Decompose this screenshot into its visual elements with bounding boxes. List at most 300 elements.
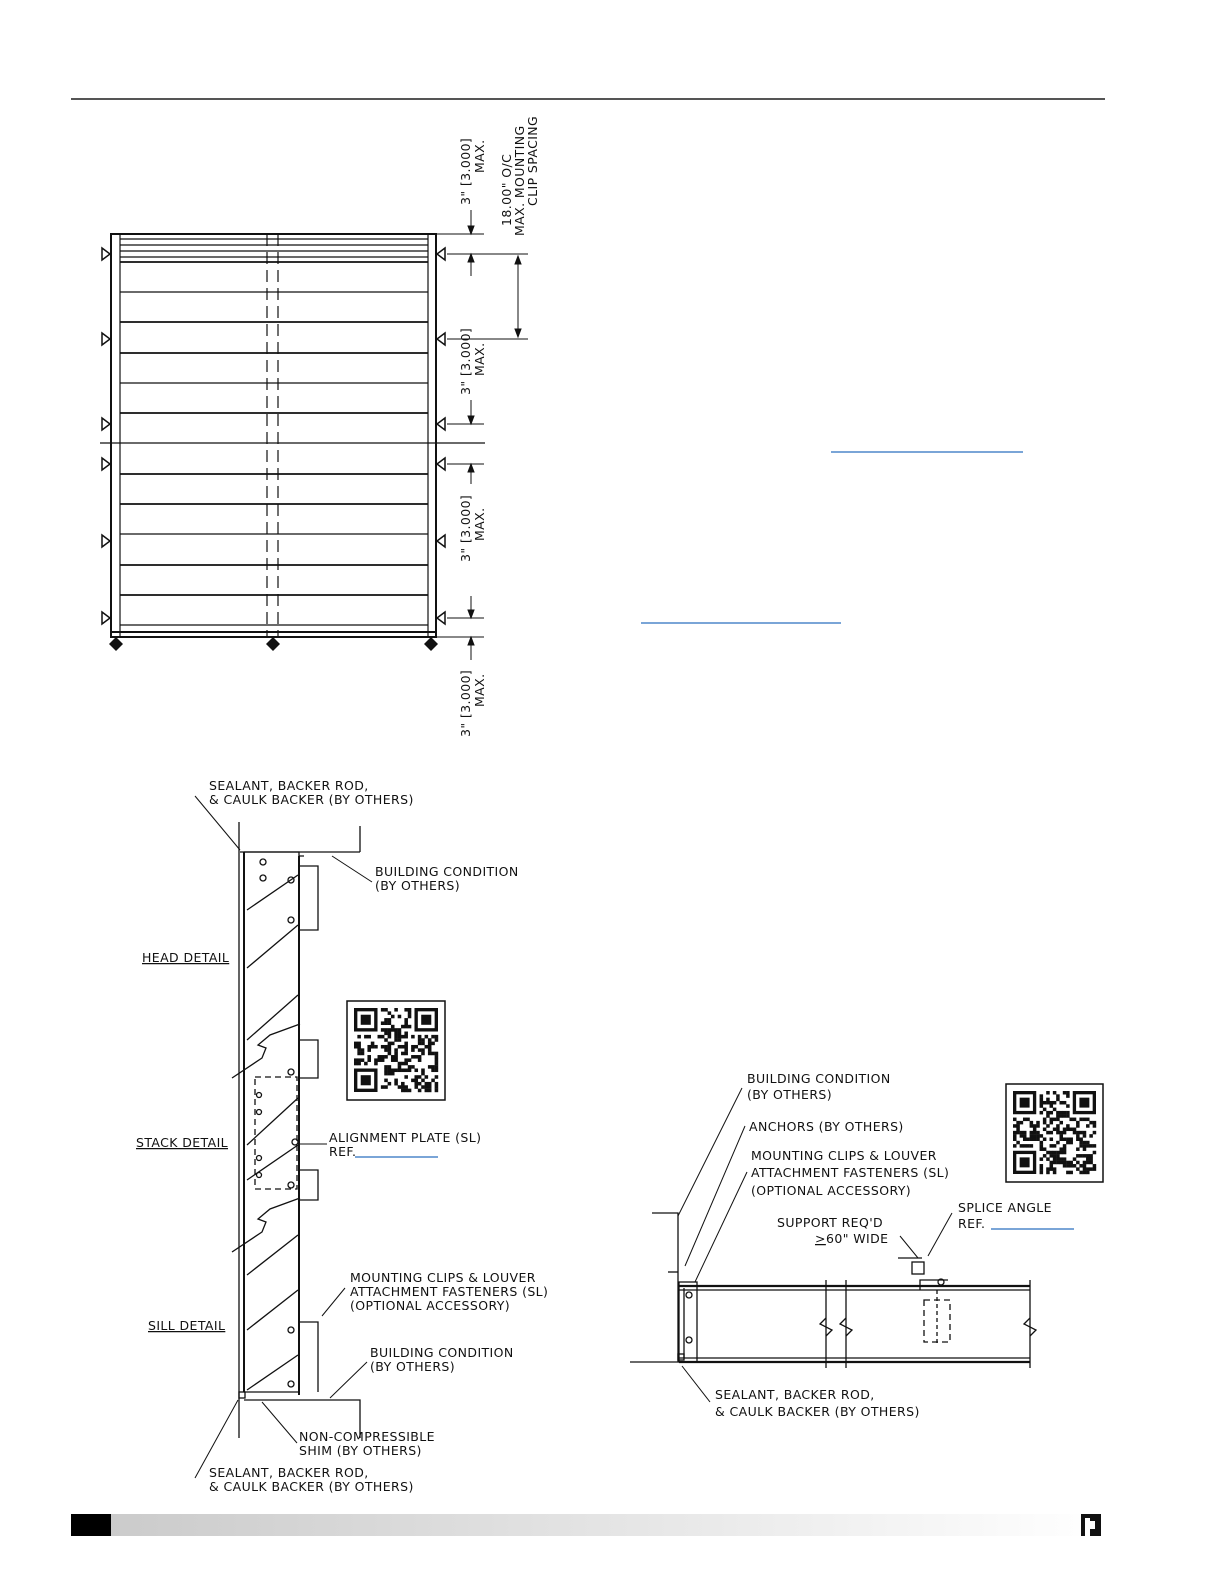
- qr-module: [1063, 1147, 1067, 1151]
- qr-module: [388, 1045, 392, 1049]
- qr-module: [1079, 1131, 1083, 1135]
- qr-module: [1073, 1118, 1077, 1122]
- qr-module: [404, 1032, 408, 1036]
- qr-module: [421, 1052, 425, 1056]
- mounting-clips-label-3: (OPTIONAL ACCESSORY): [350, 1298, 511, 1313]
- qr-module: [428, 1065, 432, 1069]
- qr-module: [1076, 1137, 1080, 1141]
- qr-module: [391, 1042, 395, 1046]
- qr-module: [1086, 1118, 1090, 1122]
- qr-module: [354, 1045, 358, 1049]
- qr-module: [1063, 1111, 1067, 1115]
- qr-module: [384, 1028, 388, 1032]
- qr-module: [435, 1075, 439, 1079]
- qr-module: [1056, 1131, 1060, 1135]
- qr-module: [401, 1052, 405, 1056]
- qr-module: [1016, 1131, 1020, 1135]
- qr-module: [408, 1015, 412, 1019]
- qr-code-2[interactable]: [1006, 1084, 1103, 1182]
- qr-module: [404, 1085, 408, 1089]
- qr-module: [1043, 1147, 1047, 1151]
- qr-module: [1076, 1167, 1080, 1171]
- qr-module: [394, 1008, 398, 1012]
- qr-module: [1093, 1121, 1097, 1125]
- qr-module: [1063, 1157, 1067, 1161]
- qr-module: [381, 1085, 385, 1089]
- qr-module: [418, 1038, 422, 1042]
- qr-module: [1073, 1157, 1077, 1161]
- qr-module: [364, 1035, 368, 1039]
- qr-module: [1050, 1131, 1054, 1135]
- qr-module: [1040, 1171, 1044, 1175]
- qr-module: [381, 1058, 385, 1062]
- qr-module: [374, 1062, 378, 1066]
- qr-module: [391, 1055, 395, 1059]
- qr-module: [388, 1035, 392, 1039]
- qr-module: [357, 1045, 361, 1049]
- qr-module: [1079, 1164, 1083, 1168]
- qr-module: [1059, 1111, 1063, 1115]
- qr-module: [1030, 1134, 1034, 1138]
- qr-module: [1056, 1124, 1060, 1128]
- qr-module: [1050, 1164, 1054, 1168]
- qr-module: [398, 1038, 402, 1042]
- qr-module: [421, 1042, 425, 1046]
- mounting-clips-label-1: MOUNTING CLIPS & LOUVER: [350, 1270, 536, 1285]
- qr-module: [378, 1058, 382, 1062]
- clip-spacing-line2: MAX. MOUNTING: [512, 125, 527, 236]
- qr-module: [357, 1058, 361, 1062]
- qr-finder: [421, 1015, 431, 1025]
- qr-module: [1056, 1128, 1060, 1132]
- plan-mounting-label-2: ATTACHMENT FASTENERS (SL): [751, 1165, 950, 1180]
- qr-module: [431, 1052, 435, 1056]
- qr-module: [1043, 1108, 1047, 1112]
- qr-module: [1036, 1137, 1040, 1141]
- qr-module: [408, 1089, 412, 1093]
- alignment-ref-label: REF.: [329, 1144, 357, 1159]
- qr-module: [404, 1018, 408, 1022]
- qr-module: [378, 1035, 382, 1039]
- qr-module: [1023, 1134, 1027, 1138]
- qr-module: [418, 1035, 422, 1039]
- qr-module: [1023, 1131, 1027, 1135]
- qr-code-1[interactable]: [347, 1001, 445, 1100]
- qr-module: [1020, 1131, 1024, 1135]
- qr-module: [428, 1038, 432, 1042]
- qr-module: [1093, 1131, 1097, 1135]
- qr-module: [1050, 1154, 1054, 1158]
- qr-module: [388, 1018, 392, 1022]
- qr-module: [414, 1085, 418, 1089]
- qr-module: [1033, 1134, 1037, 1138]
- qr-module: [421, 1048, 425, 1052]
- dim-text-3: 3" [3.000]: [458, 494, 473, 562]
- qr-module: [364, 1062, 368, 1066]
- qr-module: [1026, 1118, 1030, 1122]
- qr-module: [1089, 1157, 1093, 1161]
- dim-max-2: MAX.: [472, 342, 487, 376]
- qr-module: [1053, 1144, 1057, 1148]
- qr-module: [1083, 1144, 1087, 1148]
- stack-detail-label: STACK DETAIL: [136, 1135, 229, 1150]
- qr-module: [1059, 1101, 1063, 1105]
- qr-module: [1040, 1147, 1044, 1151]
- qr-module: [1063, 1131, 1067, 1135]
- qr-module: [404, 1058, 408, 1062]
- qr-module: [421, 1038, 425, 1042]
- qr-module: [1026, 1144, 1030, 1148]
- qr-module: [398, 1035, 402, 1039]
- plan-sealant-label-1: SEALANT, BACKER ROD,: [715, 1387, 875, 1402]
- qr-module: [394, 1055, 398, 1059]
- qr-module: [1013, 1137, 1017, 1141]
- qr-module: [398, 1085, 402, 1089]
- qr-module: [401, 1025, 405, 1029]
- qr-module: [384, 1072, 388, 1076]
- qr-module: [1069, 1164, 1073, 1168]
- qr-module: [1036, 1124, 1040, 1128]
- qr-module: [1046, 1111, 1050, 1115]
- qr-module: [1063, 1151, 1067, 1155]
- qr-module: [431, 1042, 435, 1046]
- qr-module: [378, 1055, 382, 1059]
- qr-module: [391, 1028, 395, 1032]
- qr-module: [1043, 1128, 1047, 1132]
- qr-module: [401, 1062, 405, 1066]
- qr-module: [1050, 1121, 1054, 1125]
- qr-module: [357, 1042, 361, 1046]
- clip-spacing-line1: 18.00" O/C: [499, 153, 514, 226]
- qr-module: [381, 1045, 385, 1049]
- dim-max-4: MAX.: [472, 673, 487, 707]
- building-top-label-2: (BY OTHERS): [375, 878, 461, 893]
- qr-module: [1069, 1128, 1073, 1132]
- brand-logo-icon: [1078, 1512, 1104, 1538]
- qr-module: [428, 1048, 432, 1052]
- qr-module: [1083, 1161, 1087, 1165]
- qr-finder: [1020, 1157, 1030, 1167]
- qr-module: [1043, 1101, 1047, 1105]
- qr-module: [1083, 1141, 1087, 1145]
- qr-module: [398, 1028, 402, 1032]
- qr-module: [435, 1085, 439, 1089]
- qr-module: [1043, 1137, 1047, 1141]
- qr-module: [354, 1042, 358, 1046]
- dim-text-1: 3" [3.000]: [458, 137, 473, 205]
- qr-module: [401, 1089, 405, 1093]
- qr-module: [374, 1045, 378, 1049]
- qr-module: [1063, 1161, 1067, 1165]
- qr-module: [388, 1072, 392, 1076]
- qr-module: [1083, 1164, 1087, 1168]
- shim-label-2: SHIM (BY OTHERS): [299, 1443, 422, 1458]
- qr-module: [394, 1032, 398, 1036]
- qr-module: [411, 1079, 415, 1083]
- qr-module: [431, 1068, 435, 1072]
- qr-module: [404, 1045, 408, 1049]
- qr-module: [1013, 1118, 1017, 1122]
- head-detail-label: HEAD DETAIL: [142, 950, 230, 965]
- qr-module: [1079, 1144, 1083, 1148]
- qr-module: [435, 1068, 439, 1072]
- qr-module: [1063, 1128, 1067, 1132]
- qr-module: [361, 1058, 365, 1062]
- qr-module: [408, 1058, 412, 1062]
- qr-module: [418, 1055, 422, 1059]
- qr-module: [367, 1058, 371, 1062]
- qr-module: [1056, 1094, 1060, 1098]
- qr-module: [384, 1018, 388, 1022]
- qr-module: [401, 1068, 405, 1072]
- qr-module: [435, 1055, 439, 1059]
- qr-module: [394, 1058, 398, 1062]
- qr-module: [421, 1079, 425, 1083]
- qr-module: [1046, 1098, 1050, 1102]
- qr-module: [1020, 1134, 1024, 1138]
- qr-module: [1059, 1121, 1063, 1125]
- plan-mounting-label-1: MOUNTING CLIPS & LOUVER: [751, 1148, 937, 1163]
- qr-module: [381, 1008, 385, 1012]
- qr-module: [1026, 1137, 1030, 1141]
- qr-module: [1083, 1167, 1087, 1171]
- qr-module: [384, 1048, 388, 1052]
- qr-module: [1069, 1141, 1073, 1145]
- qr-module: [1066, 1104, 1070, 1108]
- qr-module: [1056, 1154, 1060, 1158]
- qr-module: [1043, 1154, 1047, 1158]
- qr-module: [1033, 1124, 1037, 1128]
- qr-module: [1053, 1167, 1057, 1171]
- qr-module: [1066, 1128, 1070, 1132]
- qr-module: [1079, 1118, 1083, 1122]
- qr-module: [1059, 1151, 1063, 1155]
- plan-anchors-label: ANCHORS (BY OTHERS): [749, 1119, 904, 1134]
- qr-module: [1013, 1144, 1017, 1148]
- qr-module: [1086, 1157, 1090, 1161]
- qr-module: [367, 1055, 371, 1059]
- qr-module: [1040, 1101, 1044, 1105]
- qr-module: [394, 1028, 398, 1032]
- qr-module: [354, 1058, 358, 1062]
- qr-module: [367, 1048, 371, 1052]
- qr-module: [384, 1008, 388, 1012]
- plan-building-label-2: (BY OTHERS): [747, 1087, 833, 1102]
- sealant-bot-label-1: SEALANT, BACKER ROD,: [209, 1465, 369, 1480]
- qr-module: [357, 1062, 361, 1066]
- qr-module: [428, 1042, 432, 1046]
- qr-module: [404, 1062, 408, 1066]
- qr-module: [404, 1068, 408, 1072]
- qr-module: [404, 1075, 408, 1079]
- qr-module: [1083, 1147, 1087, 1151]
- qr-module: [1066, 1137, 1070, 1141]
- qr-module: [1043, 1121, 1047, 1125]
- qr-module: [1040, 1111, 1044, 1115]
- qr-module: [391, 1025, 395, 1029]
- qr-module: [414, 1079, 418, 1083]
- qr-module: [1050, 1144, 1054, 1148]
- qr-module: [391, 1068, 395, 1072]
- qr-module: [431, 1065, 435, 1069]
- qr-module: [384, 1032, 388, 1036]
- qr-module: [1036, 1121, 1040, 1125]
- qr-module: [384, 1038, 388, 1042]
- qr-module: [1053, 1157, 1057, 1161]
- qr-module: [388, 1021, 392, 1025]
- qr-module: [435, 1035, 439, 1039]
- qr-module: [425, 1045, 429, 1049]
- qr-module: [384, 1055, 388, 1059]
- qr-module: [1040, 1141, 1044, 1145]
- qr-module: [1040, 1104, 1044, 1108]
- qr-module: [1043, 1118, 1047, 1122]
- qr-module: [1053, 1151, 1057, 1155]
- qr-module: [1066, 1091, 1070, 1095]
- qr-module: [418, 1075, 422, 1079]
- qr-module: [1059, 1134, 1063, 1138]
- qr-module: [425, 1089, 429, 1093]
- qr-module: [388, 1082, 392, 1086]
- qr-module: [1040, 1167, 1044, 1171]
- qr-module: [1050, 1118, 1054, 1122]
- qr-module: [384, 1079, 388, 1083]
- building-bot-label-1: BUILDING CONDITION: [370, 1345, 514, 1360]
- qr-module: [381, 1035, 385, 1039]
- qr-module: [414, 1068, 418, 1072]
- qr-module: [1056, 1161, 1060, 1165]
- qr-module: [408, 1011, 412, 1015]
- qr-module: [1089, 1121, 1093, 1125]
- qr-module: [1089, 1167, 1093, 1171]
- qr-module: [418, 1042, 422, 1046]
- qr-module: [435, 1052, 439, 1056]
- qr-module: [411, 1055, 415, 1059]
- qr-module: [1059, 1131, 1063, 1135]
- qr-module: [1040, 1164, 1044, 1168]
- qr-module: [431, 1035, 435, 1039]
- qr-finder: [1020, 1098, 1030, 1108]
- qr-module: [408, 1068, 412, 1072]
- qr-module: [1076, 1131, 1080, 1135]
- splice-ref-label: REF.: [958, 1216, 986, 1231]
- qr-module: [1050, 1104, 1054, 1108]
- plan-labels: [715, 1071, 1052, 1419]
- qr-module: [404, 1089, 408, 1093]
- qr-module: [1053, 1118, 1057, 1122]
- qr-module: [435, 1082, 439, 1086]
- qr-module: [398, 1032, 402, 1036]
- qr-module: [381, 1055, 385, 1059]
- qr-module: [391, 1015, 395, 1019]
- qr-module: [1056, 1118, 1060, 1122]
- qr-module: [1033, 1131, 1037, 1135]
- louver-elevation: [100, 234, 485, 637]
- qr-module: [1079, 1154, 1083, 1158]
- qr-module: [425, 1082, 429, 1086]
- qr-module: [381, 1021, 385, 1025]
- qr-module: [391, 1072, 395, 1076]
- qr-module: [1050, 1167, 1054, 1171]
- qr-module: [1066, 1164, 1070, 1168]
- qr-module: [418, 1082, 422, 1086]
- qr-module: [411, 1065, 415, 1069]
- qr-module: [1063, 1114, 1067, 1118]
- qr-module: [391, 1058, 395, 1062]
- qr-module: [1083, 1134, 1087, 1138]
- qr-module: [1046, 1131, 1050, 1135]
- qr-module: [1063, 1101, 1067, 1105]
- qr-module: [394, 1038, 398, 1042]
- qr-module: [1089, 1134, 1093, 1138]
- qr-module: [1066, 1111, 1070, 1115]
- shim-label-1: NON-COMPRESSIBLE: [299, 1429, 435, 1444]
- qr-module: [1036, 1134, 1040, 1138]
- qr-module: [388, 1011, 392, 1015]
- qr-module: [1059, 1161, 1063, 1165]
- dimension-lines: [436, 210, 528, 660]
- qr-module: [425, 1075, 429, 1079]
- qr-module: [1023, 1144, 1027, 1148]
- footer-bar: [71, 1514, 1101, 1536]
- qr-module: [371, 1045, 375, 1049]
- qr-finder: [361, 1015, 371, 1025]
- mounting-clips-label-2: ATTACHMENT FASTENERS (SL): [350, 1284, 549, 1299]
- qr-module: [1053, 1128, 1057, 1132]
- qr-module: [408, 1025, 412, 1029]
- qr-module: [384, 1045, 388, 1049]
- qr-module: [1050, 1111, 1054, 1115]
- qr-module: [388, 1052, 392, 1056]
- qr-module: [1066, 1094, 1070, 1098]
- qr-module: [1083, 1131, 1087, 1135]
- dim-text-4: 3" [3.000]: [458, 669, 473, 737]
- qr-module: [1050, 1101, 1054, 1105]
- alignment-plate-label: ALIGNMENT PLATE (SL): [329, 1130, 482, 1145]
- qr-module: [1056, 1098, 1060, 1102]
- qr-module: [1086, 1167, 1090, 1171]
- qr-module: [404, 1025, 408, 1029]
- qr-module: [388, 1032, 392, 1036]
- qr-module: [401, 1082, 405, 1086]
- qr-module: [357, 1052, 361, 1056]
- hyperlink-underlines: [355, 452, 1074, 1229]
- qr-module: [418, 1048, 422, 1052]
- qr-module: [384, 1085, 388, 1089]
- qr-module: [1056, 1157, 1060, 1161]
- qr-module: [1016, 1121, 1020, 1125]
- qr-module: [1086, 1171, 1090, 1175]
- qr-module: [1046, 1114, 1050, 1118]
- qr-module: [435, 1062, 439, 1066]
- qr-module: [1056, 1141, 1060, 1145]
- qr-module: [418, 1058, 422, 1062]
- qr-module: [1040, 1157, 1044, 1161]
- qr-module: [1046, 1171, 1050, 1175]
- qr-module: [1053, 1108, 1057, 1112]
- qr-module: [384, 1068, 388, 1072]
- qr-module: [357, 1048, 361, 1052]
- qr-module: [1013, 1131, 1017, 1135]
- qr-module: [398, 1015, 402, 1019]
- qr-module: [1083, 1171, 1087, 1175]
- sealant-bot-label-2: & CAULK BACKER (BY OTHERS): [209, 1479, 414, 1494]
- qr-module: [384, 1065, 388, 1069]
- qr-module: [1076, 1161, 1080, 1165]
- qr-module: [1050, 1151, 1054, 1155]
- qr-module: [394, 1079, 398, 1083]
- qr-module: [1066, 1171, 1070, 1175]
